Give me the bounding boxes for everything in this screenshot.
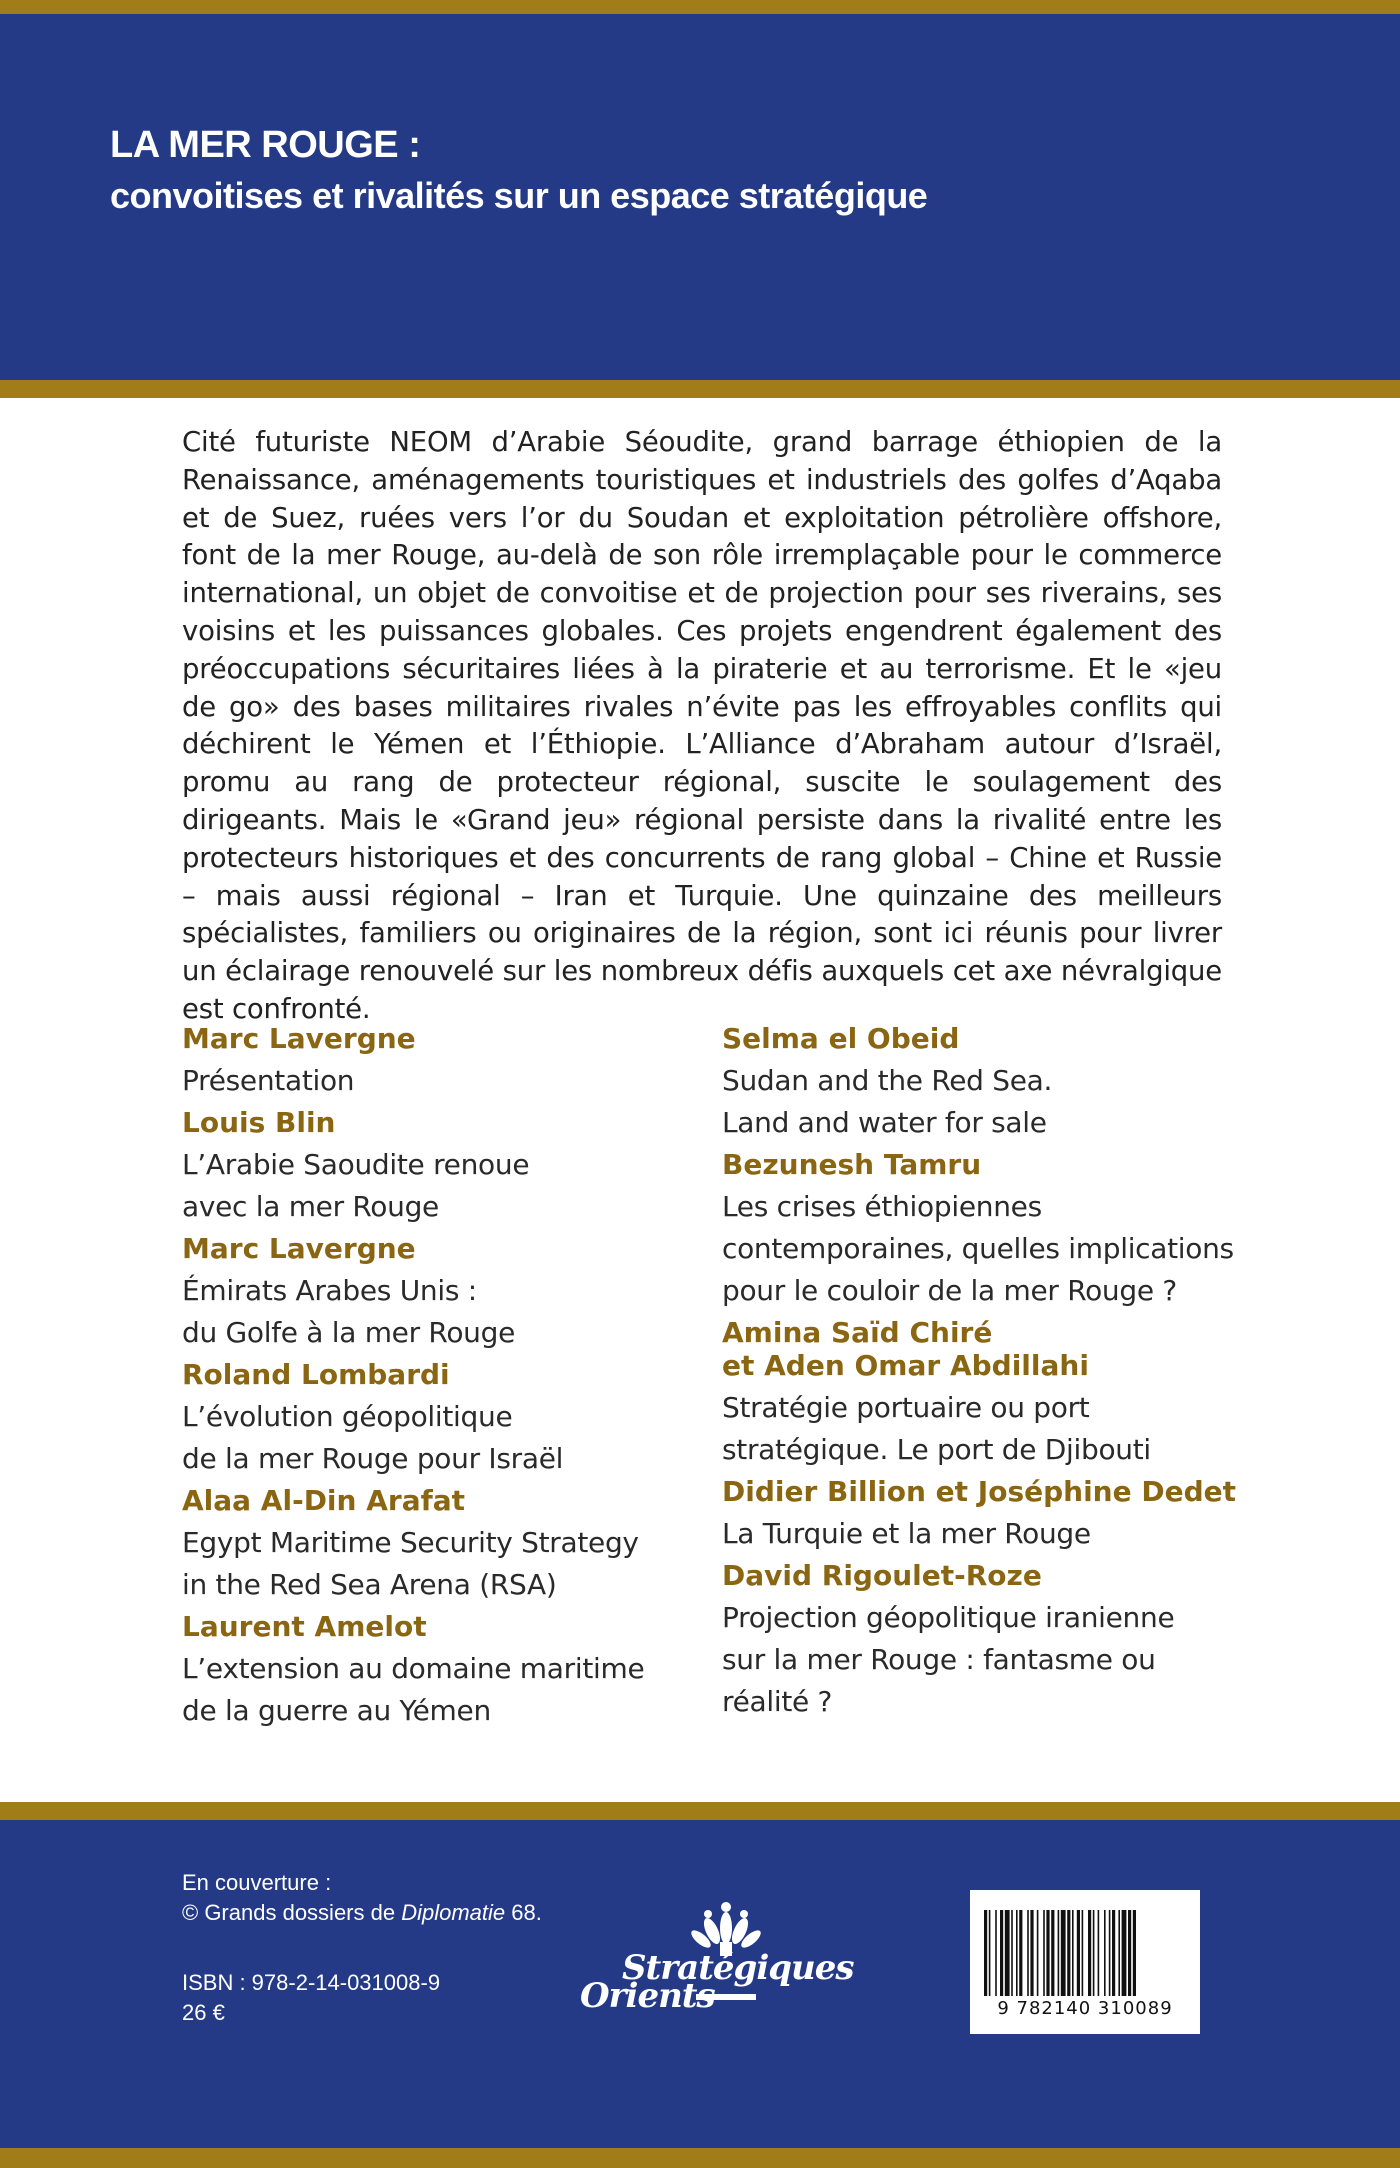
barcode-number: 9 782140 310089 [997, 1998, 1173, 2019]
contributor-name: Louis Blin [182, 1106, 336, 1139]
book-title [110, 120, 927, 222]
contents-entry [182, 1022, 702, 1102]
barcode-bar [1051, 1910, 1054, 1996]
contents-left-column [182, 1022, 702, 1736]
contributor-name: Bezunesh Tamru [722, 1148, 982, 1181]
contents-entry [182, 1358, 702, 1480]
contributor-name: Marc Lavergne [182, 1232, 416, 1265]
barcode-bar [989, 1910, 991, 1996]
cover-credit [182, 1868, 542, 1928]
contents-entry [182, 1484, 702, 1606]
barcode-bar [1067, 1910, 1070, 1996]
chapter-title: L’Arabie Saoudite renoue avec la mer Rouge [182, 1148, 530, 1223]
book-title-main: LA MER ROUGE : [110, 124, 421, 166]
barcode-bar [1112, 1910, 1115, 1996]
chapter-title: Présentation [182, 1064, 355, 1097]
magazine-name: Diplomatie [401, 1900, 506, 1925]
barcode-bar [1128, 1910, 1131, 1996]
price: 26 € [182, 2000, 225, 2025]
barcode-bar [1000, 1910, 1003, 1996]
chapter-title: Les crises éthiopiennes contemporaines, quelles implications pour le couloir de la mer Rouge ? [722, 1190, 1234, 1307]
chapter-title: Émirats Arabes Unis : du Golfe à la mer Rouge [182, 1274, 515, 1349]
cover-credit-label: En couverture : [182, 1870, 332, 1895]
contributor-name: Amina Saïd Chiré et Aden Omar Abdillahi [722, 1316, 1089, 1382]
barcode-bar [1122, 1910, 1127, 1996]
contributor-name: Alaa Al-Din Arafat [182, 1484, 466, 1517]
barcode-bars [984, 1910, 1186, 1996]
contributor-name: Marc Lavergne [182, 1022, 416, 1055]
book-subtitle: convoitises et rivalités sur un espace stratégique [110, 175, 928, 216]
barcode-bar [1088, 1910, 1091, 1996]
barcode-bar [1077, 1910, 1080, 1996]
barcode-bar [995, 1910, 997, 1996]
contents-entry [722, 1148, 1242, 1312]
contents-entry [182, 1610, 702, 1732]
barcode-bar [1133, 1910, 1136, 1996]
barcode-bar [1118, 1910, 1120, 1996]
barcode-bar [1037, 1910, 1039, 1996]
chapter-title: L’extension au domaine maritime de la guerre au Yémen [182, 1652, 645, 1727]
contents-entry [722, 1022, 1242, 1144]
footer-gold-rule [0, 1802, 1400, 1820]
barcode-bar [1082, 1910, 1084, 1996]
barcode-bar [1072, 1910, 1074, 1996]
barcode-bar [1093, 1910, 1095, 1996]
barcode-bar [984, 1910, 987, 1996]
cover-credit-source: © Grands dossiers de Diplomatie 68. [182, 1900, 542, 1925]
chapter-title: L’évolution géopolitique de la mer Rouge pour Israël [182, 1400, 564, 1475]
contents-right-column [722, 1022, 1242, 1727]
orients-strategiques-logo [580, 1898, 854, 2028]
back-cover-summary: Cité futuriste NEOM d’Arabie Séoudite, grand barrage éthiopien de la Renaissance, aménagements touristiques et industriels des golfes d’Aqaba et de Suez, ruées vers l’or du Soudan et exploitation pétrolière offshore, font de la mer Rouge, au-delà de son rôle irremplaçable pour le commerce international, un objet de convoitise et de projection pour ses riverains, ses voisins et les puissances globales. Ces projets engendrent également des préoccupations sécuritaires liées à la piraterie et au terrorisme. Et le «jeu de go» des bases militaires rivales n’évite pas les effroyables conflits qui déchirent le Yémen et l’Éthiopie. L’Alliance d’Abraham autour d’Israël, promu au rang de protecteur régional, suscite le soulagement des dirigeants. Mais le «Grand jeu» régional persiste dans la rivalité entre les protecteurs historiques et des concurrents de rang global – Chine et Russie – mais aussi régional – Iran et Turquie. Une quinzaine des meilleurs spécialistes, familiers ou originaires de la région, sont ici réunis pour livrer un éclairage renouvelé sur les nombreux défis auxquels cet axe névralgique est confronté. [182, 426, 1222, 1025]
contents-entry [722, 1475, 1242, 1555]
contributor-name: Didier Billion et Joséphine Dedet [722, 1475, 1237, 1508]
barcode-bar [1030, 1910, 1033, 1996]
isbn: ISBN : 978-2-14-031008-9 [182, 1970, 441, 1995]
logo-word-orients: Orients [580, 1976, 715, 2016]
barcode [970, 1890, 1200, 2034]
barcode-bar [1027, 1910, 1029, 1996]
barcode-bar [1019, 1910, 1022, 1996]
contents-entry [722, 1559, 1242, 1723]
isbn-price [182, 1968, 440, 2028]
chapter-title: Egypt Maritime Security Strategy in the Red Sea Arena (RSA) [182, 1526, 639, 1601]
chapter-title: La Turquie et la mer Rouge [722, 1517, 1091, 1550]
contributor-name: Roland Lombardi [182, 1358, 450, 1391]
barcode-bar [1016, 1910, 1018, 1996]
bottom-gold-rule [0, 2148, 1400, 2168]
contents-entry [182, 1106, 702, 1228]
chapter-title: Sudan and the Red Sea. Land and water for sale [722, 1064, 1053, 1139]
top-gold-rule [0, 0, 1400, 14]
title-gold-rule [0, 380, 1400, 398]
contents-entry [722, 1316, 1242, 1471]
logo-word-strategiques: Stratégiques [622, 1948, 854, 1988]
chapter-title: Stratégie portuaire ou port stratégique. Le port de Djibouti [722, 1391, 1151, 1466]
barcode-bar [1104, 1910, 1106, 1996]
contents-entry [182, 1232, 702, 1354]
barcode-bar [1061, 1910, 1066, 1996]
chapter-title: Projection géopolitique iranienne sur la mer Rouge : fantasme ou réalité ? [722, 1601, 1175, 1718]
contributor-name: David Rigoulet-Roze [722, 1559, 1042, 1592]
barcode-bar [1011, 1910, 1013, 1996]
barcode-bar [1046, 1910, 1049, 1996]
barcode-bar [1109, 1910, 1111, 1996]
barcode-bar [1005, 1910, 1010, 1996]
barcode-bar [1043, 1910, 1045, 1996]
contributor-name: Selma el Obeid [722, 1022, 960, 1055]
barcode-bar [1098, 1910, 1100, 1996]
contributor-name: Laurent Amelot [182, 1610, 427, 1643]
barcode-bar [1058, 1910, 1060, 1996]
